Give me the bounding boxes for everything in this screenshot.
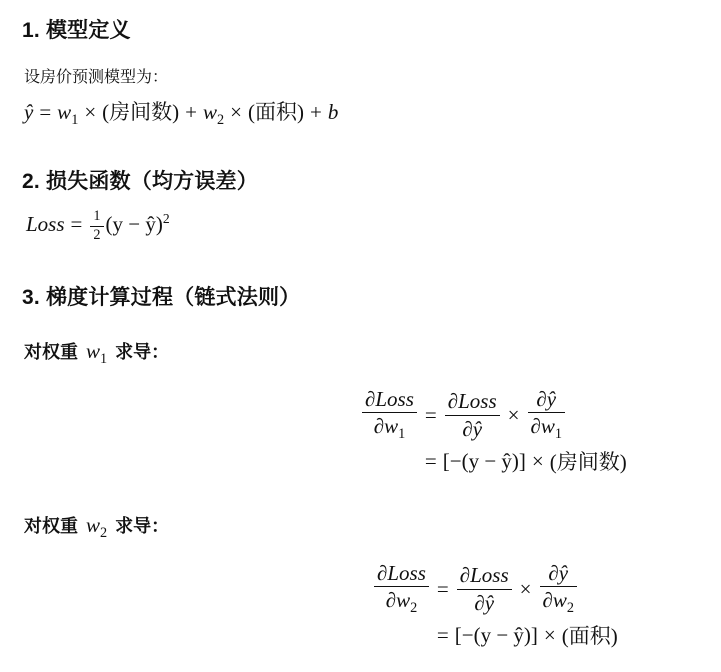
dloss-dyhat-fraction: $\frac{\text{∂Loss}}{\partial ŷ}$ bbox=[445, 388, 500, 442]
w2-derivative-equation: $\frac{\text{∂Loss}}{\partial w_2}$ = $\frac{\text{∂Loss}}{\partial ŷ}$ × $\frac{\partial ŷ}{\partial w_2}$ = [−(y − ŷ)] × (面积) bbox=[372, 560, 618, 650]
section-2-heading: 2. 损失函数（均方误差） bbox=[22, 170, 258, 193]
w1-result-line: = [−(y − ŷ)] × (房间数) bbox=[424, 448, 627, 475]
w2-derivative-heading: 对权重 $w_2$ 求导： bbox=[24, 513, 170, 541]
w1-derivative-equation: $\frac{\text{∂Loss}}{\partial w_1}$ = $\frac{\text{∂Loss}}{\partial ŷ}$ × $\frac{\partial ŷ}{\partial w_1}$ = [−(y − ŷ)] × (房间数) bbox=[360, 386, 627, 476]
half-fraction: $\frac{1}{2}$ bbox=[90, 208, 103, 245]
w2-result-line: = [−(y − ŷ)] × (面积) bbox=[436, 622, 618, 649]
section-1-heading: 1. 模型定义 bbox=[22, 19, 131, 42]
section-3-heading: 3. 梯度计算过程（链式法则） bbox=[22, 286, 301, 309]
loss-formula: Loss = $\frac{1}{2}$ (y − ŷ)$^2$ bbox=[26, 208, 170, 243]
dloss-dw2-fraction: $\frac{\text{∂Loss}}{\partial w_2}$ bbox=[374, 560, 429, 618]
dyhat-dw1-fraction: $\frac{\partial ŷ}{\partial w_1}$ bbox=[528, 386, 566, 444]
model-intro-text: 设房价预测模型为： bbox=[24, 69, 169, 86]
model-formula: ŷ = $w_1$ × (房间数) + $w_2$ × (面积) + b bbox=[24, 100, 339, 128]
w1-derivative-heading: 对权重 $w_1$ 求导： bbox=[24, 339, 170, 367]
dloss-dw1-fraction: $\frac{\text{∂Loss}}{\partial w_1}$ bbox=[362, 386, 417, 444]
dyhat-dw2-fraction: $\frac{\partial ŷ}{\partial w_2}$ bbox=[540, 560, 578, 618]
dloss-dyhat-fraction: $\frac{\text{∂Loss}}{\partial ŷ}$ bbox=[457, 562, 512, 616]
